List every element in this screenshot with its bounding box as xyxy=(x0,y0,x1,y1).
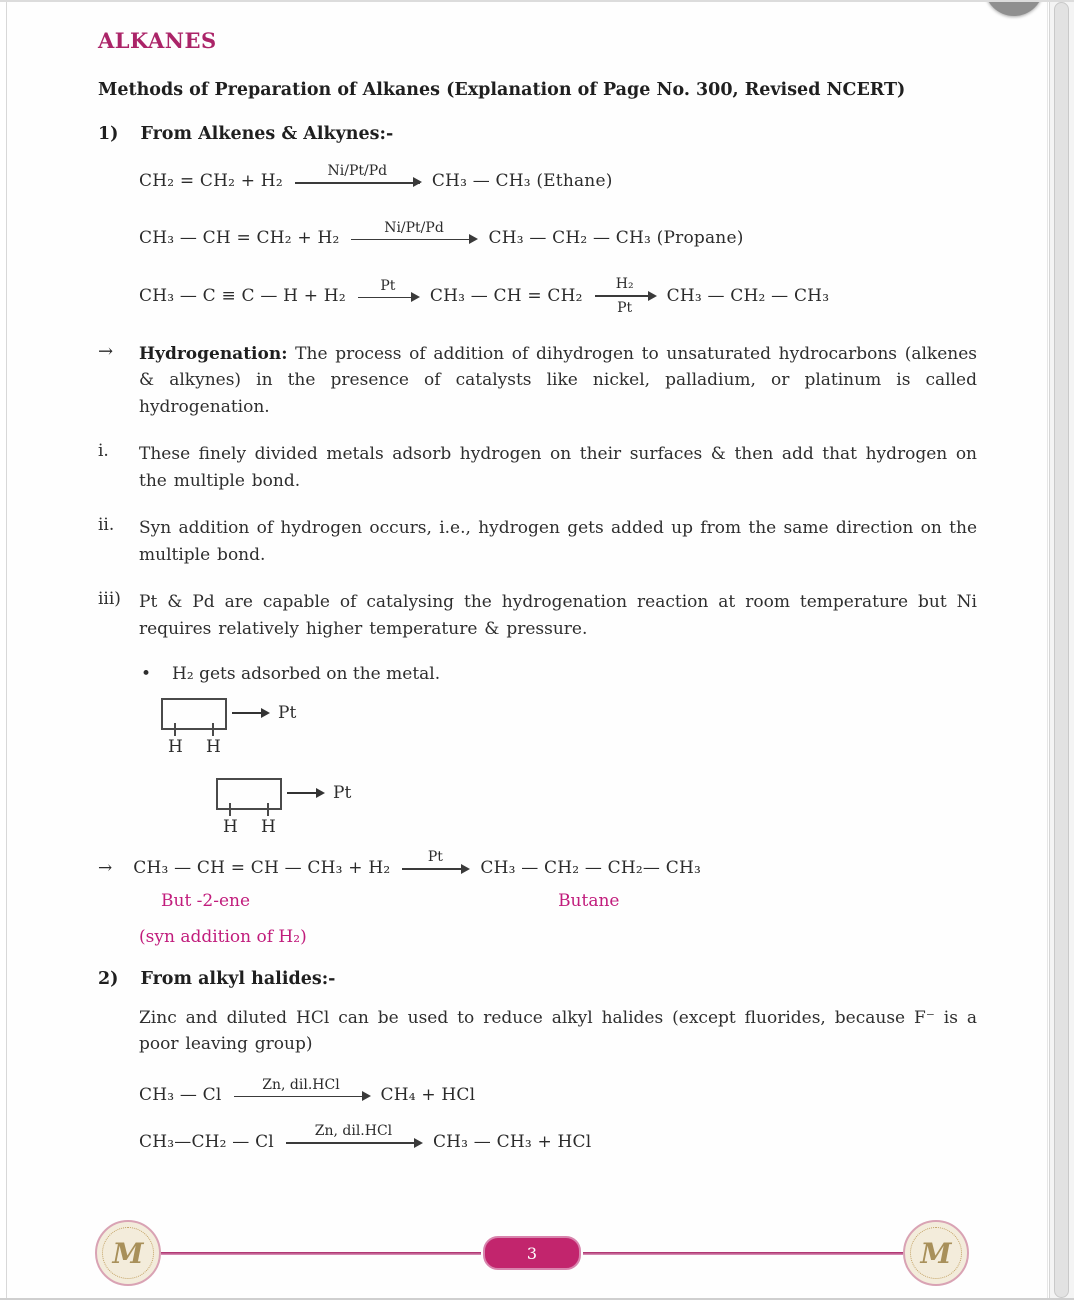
point-iii xyxy=(98,589,979,642)
syn-addition-note: (syn addition of H₂) xyxy=(139,926,307,947)
pointer-arrow-icon xyxy=(287,792,323,794)
pointer-arrow-icon xyxy=(232,712,268,714)
point-iii-text: Pt & Pd are capable of catalysing the hydrogenation reaction at room temperature but Ni requires relatively higher temperature & pressure. xyxy=(139,592,977,639)
hydrogen-atom-label: H xyxy=(261,817,276,838)
reaction-arrow-icon xyxy=(402,850,468,885)
section2-number: 2) xyxy=(98,968,119,989)
point-i xyxy=(98,441,979,494)
reaction-alkyne-reactants: CH₃ — C ≡ C — H + H₂ xyxy=(139,285,346,306)
product-name: Butane xyxy=(558,890,620,911)
reaction-methane-reactants: CH₃ — Cl xyxy=(139,1085,222,1106)
reaction-arrow-icon xyxy=(234,1078,369,1113)
catalyst-label: Pt xyxy=(380,277,396,294)
arrow-shaft xyxy=(286,1142,421,1144)
reaction-methane xyxy=(139,1078,979,1113)
footer-divider-line xyxy=(161,1252,481,1255)
document-subtitle: Methods of Preparation of Alkanes (Explanation of Page No. 300, Revised NCERT) xyxy=(98,80,906,100)
arrow-marker-icon: → xyxy=(98,857,113,878)
catalyst-label: Ni/Pt/Pd xyxy=(384,219,444,236)
catalyst-label: Ni/Pt/Pd xyxy=(327,163,388,179)
arrow-shaft xyxy=(295,182,420,184)
adsorption-diagram-2 xyxy=(216,778,979,844)
arrow-shaft xyxy=(595,295,655,297)
bond-tick xyxy=(229,803,231,816)
reaction-ethane-2 xyxy=(139,1124,979,1159)
publisher-seal-left xyxy=(95,1220,161,1286)
adsorption-note-text: H₂ gets adsorbed on the metal. xyxy=(172,664,441,685)
metal-surface-box xyxy=(161,698,227,730)
reaction-ethane-products: CH₃ — CH₃ (Ethane) xyxy=(431,171,613,192)
arrow-shaft xyxy=(234,1096,369,1098)
metal-surface-box xyxy=(216,778,282,810)
arrow-shaft xyxy=(402,868,468,870)
section2-description: Zinc and diluted HCl can be used to reduce alkyl halides (except fluorides, because F⁻ is a poor leaving group) xyxy=(139,1007,977,1055)
reaction-propane-reactants: CH₃ — CH = CH₂ + H₂ xyxy=(139,227,340,248)
point-i-marker: i. xyxy=(98,441,109,462)
page-footer xyxy=(95,1220,969,1286)
reaction-arrow-icon xyxy=(351,221,476,256)
bullet-icon: • xyxy=(141,664,152,685)
reaction-alkyne xyxy=(139,277,979,315)
hydrogen-atom-label: H xyxy=(206,737,221,758)
scrollbar[interactable] xyxy=(1049,2,1074,1298)
hydrogenation-term: Hydrogenation: xyxy=(139,343,288,364)
reaction-arrow-icon xyxy=(295,164,420,199)
metal-label: Pt xyxy=(333,783,352,804)
page-number-badge xyxy=(483,1236,581,1270)
section1-heading xyxy=(98,124,979,144)
seal-monogram: M xyxy=(112,1236,144,1270)
reagent-label: Zn, dil.HCl xyxy=(314,1123,393,1140)
reaction-butane xyxy=(98,850,979,885)
page-title: ALKANES xyxy=(98,28,217,53)
reaction-butane-products: CH₃ — CH₂ — CH₂— CH₃ xyxy=(480,857,701,878)
point-i-text: These finely divided metals adsorb hydrogen on their surfaces & then add that hydrogen on the multiple bond. xyxy=(139,444,977,491)
point-ii-marker: ii. xyxy=(98,515,115,536)
bond-tick xyxy=(267,803,269,816)
reaction-propane xyxy=(139,221,979,256)
catalyst-below-label: Pt xyxy=(617,299,633,316)
publisher-seal-right xyxy=(903,1220,969,1286)
scrollbar-thumb[interactable] xyxy=(1054,2,1069,1298)
bond-tick xyxy=(174,723,176,736)
reaction-arrow-icon xyxy=(595,277,655,315)
point-ii-text: Syn addition of hydrogen occurs, i.e., hydrogen gets added up from the same direction on the multiple bond. xyxy=(139,518,977,565)
hydrogenation-note xyxy=(98,341,979,421)
arrow-shaft xyxy=(351,239,476,241)
reaction-ethane xyxy=(139,164,979,199)
arrow-shaft xyxy=(358,297,418,299)
reaction-arrow-icon xyxy=(286,1124,421,1159)
metal-label: Pt xyxy=(278,703,297,724)
reaction-ethane-2-reactants: CH₃—CH₂ — Cl xyxy=(139,1131,274,1152)
section1-number: 1) xyxy=(98,124,119,144)
point-iii-marker: iii) xyxy=(98,589,121,610)
page-number: 3 xyxy=(526,1243,538,1263)
hydrogen-atom-label: H xyxy=(168,737,183,758)
hydrogen-atom-label: H xyxy=(223,817,238,838)
point-ii xyxy=(98,515,979,568)
reaction-ethane-reactants: CH₂ = CH₂ + H₂ xyxy=(139,171,283,192)
reaction-ethane-2-products: CH₃ — CH₃ + HCl xyxy=(432,1131,592,1152)
catalyst-label: Pt xyxy=(427,849,443,866)
hydrogenation-paragraph xyxy=(139,341,977,421)
reactant-name: But -2-ene xyxy=(161,890,251,911)
hydrogenation-definition: The process of addition of dihydrogen to unsaturated hydrocarbons (alkenes & alkynes) in the presence of catalysts like nickel, palladium, or platinum is called hydrogenation. xyxy=(139,343,978,417)
seal-monogram: M xyxy=(920,1236,952,1270)
document-page xyxy=(6,2,1048,1298)
compound-names xyxy=(98,891,979,911)
reaction-propane-products: CH₃ — CH₂ — CH₃ (Propane) xyxy=(488,227,744,248)
section2-heading xyxy=(98,969,979,989)
reaction-methane-products: CH₄ + HCl xyxy=(380,1085,476,1106)
arrow-marker-icon: → xyxy=(98,340,114,362)
reaction-alkyne-intermediate: CH₃ — CH = CH₂ xyxy=(429,285,583,306)
adsorption-note xyxy=(141,664,979,684)
adsorption-diagram-1 xyxy=(161,698,979,764)
reaction-arrow-icon xyxy=(358,279,418,314)
section2-title: From alkyl halides:- xyxy=(140,968,336,989)
reaction-alkyne-products: CH₃ — CH₂ — CH₃ xyxy=(666,285,830,306)
reagent-above-label: H₂ xyxy=(615,276,634,293)
reaction-butane-reactants: CH₃ — CH = CH — CH₃ + H₂ xyxy=(133,857,391,878)
section1-title: From Alkenes & Alkynes:- xyxy=(140,124,394,144)
footer-divider-line xyxy=(583,1252,903,1255)
bond-tick xyxy=(212,723,214,736)
reagent-label: Zn, dil.HCl xyxy=(262,1076,340,1093)
